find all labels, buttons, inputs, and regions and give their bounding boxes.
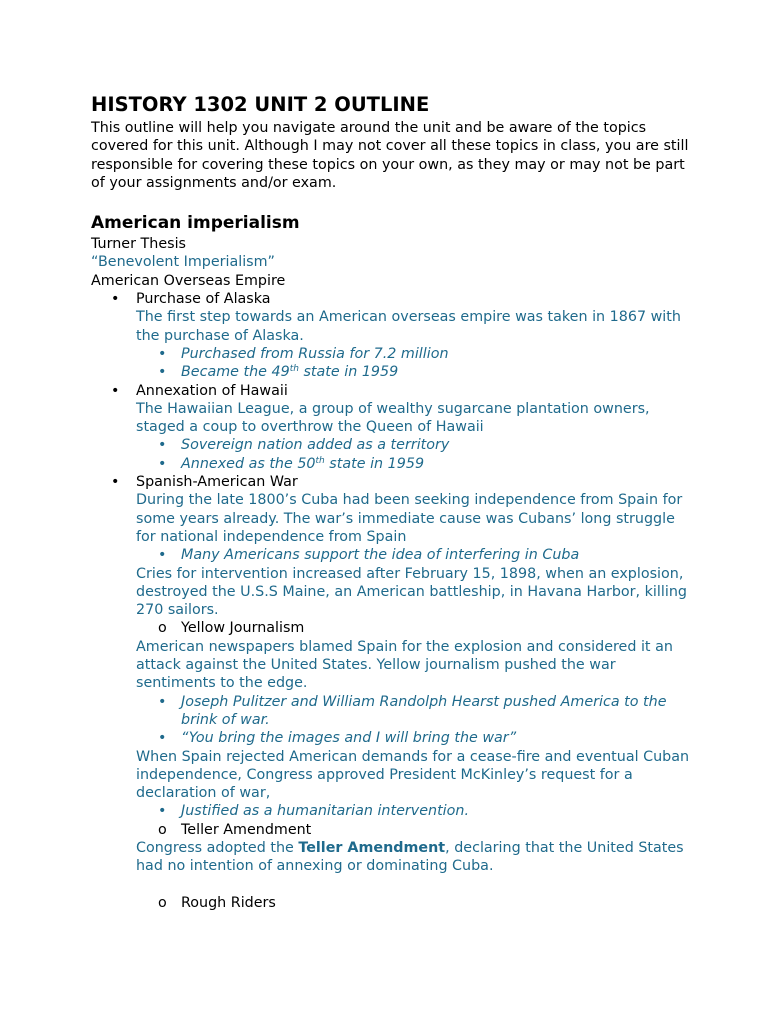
spanish-text-1: During the late 1800’s Cuba had been seeking independence from Spain for some years already. The war’s immediate cause was Cubans’ long struggle for national independence from Spain (136, 492, 683, 545)
bullet-marker: • (158, 547, 167, 564)
teller-text-bold: Teller Amendment (298, 839, 446, 856)
alaska-bullet-2-post: state in 1959 (298, 364, 399, 381)
bullet-marker: • (158, 455, 167, 472)
spanish-bullet-3 (91, 729, 691, 747)
bullet-marker: • (158, 730, 167, 747)
teller-amendment-heading: Teller Amendment (181, 821, 312, 838)
spanish-bullet-2-text: Joseph Pulitzer and William Randolph Hearst pushed America to the brink of war. (181, 693, 667, 728)
circle-marker: o (158, 821, 167, 838)
hawaii-bullet-2-post: state in 1959 (324, 455, 425, 472)
spanish-text-2: Cries for intervention increased after February 15, 1898, when an explosion, destroyed the U.S.S Maine, an American battleship, in Havana Harbor, killing 270 sailors. (136, 565, 687, 619)
bullet-marker: • (111, 474, 120, 491)
spanish-bullet-4-text: Justified as a humanitarian intervention. (181, 803, 470, 820)
hawaii-item (91, 382, 691, 400)
alaska-bullet-2 (91, 363, 691, 381)
spanish-war-item (91, 473, 691, 491)
alaska-item (91, 290, 691, 308)
spanish-bullet-3-text: “You bring the images and I will bring the war” (181, 730, 517, 747)
alaska-text: The first step towards an American overseas empire was taken in 1867 with the purchase of Alaska. (136, 309, 681, 344)
benevolent-imperialism: “Benevolent Imperialism” (91, 254, 275, 271)
circle-marker: o (158, 894, 167, 911)
rough-riders-heading: Rough Riders (181, 894, 276, 911)
section-heading: American imperialism (91, 213, 300, 234)
alaska-bullet-1 (91, 345, 691, 363)
alaska-heading: Purchase of Alaska (136, 291, 271, 308)
bullet-marker: • (111, 382, 120, 399)
hawaii-bullet-2-sup: th (315, 455, 325, 466)
alaska-bullet-1-text: Purchased from Russia for 7.2 million (181, 345, 449, 362)
teller-amendment-item (91, 821, 691, 839)
circle-marker: o (158, 620, 167, 637)
overseas-empire: American Overseas Empire (91, 272, 286, 289)
bullet-marker: • (158, 345, 167, 362)
bullet-marker: • (158, 693, 167, 710)
alaska-bullet-2-pre: Became the 49 (181, 364, 290, 381)
yellow-journalism-heading: Yellow Journalism (181, 620, 305, 637)
hawaii-heading: Annexation of Hawaii (136, 382, 288, 399)
alaska-bullet-2-sup: th (289, 364, 299, 375)
spanish-text-4: When Spain rejected American demands for a cease-fire and eventual Cuban independence, Congress approved President McKinley’s request for a declaration of war, (136, 748, 690, 802)
hawaii-bullet-2 (91, 455, 691, 473)
turner-thesis: Turner Thesis (91, 236, 186, 253)
teller-text-post: , declaring that the United States had no intention of annexing or dominating Cuba. (136, 839, 684, 875)
hawaii-bullet-2-pre: Annexed as the 50 (181, 455, 316, 472)
hawaii-bullet-1 (91, 436, 691, 454)
bullet-marker: • (158, 364, 167, 381)
spanish-bullet-1-text: Many Americans support the idea of interfering in Cuba (181, 547, 580, 564)
spanish-text-3: American newspapers blamed Spain for the explosion and considered it an attack against the United States. Yellow journalism pushed the war sentiments to the edge. (136, 638, 673, 692)
intro-paragraph: This outline will help you navigate around the unit and be aware of the topics covered for this unit. Although I may not cover all these topics in class, you are still responsible for covering these topics on your own, as they may or may not be part of your assignments and/or exam. (91, 120, 689, 191)
spanish-bullet-4 (91, 802, 691, 820)
bullet-marker: • (111, 291, 120, 308)
spanish-war-heading: Spanish-American War (136, 474, 298, 491)
hawaii-text: The Hawaiian League, a group of wealthy sugarcane plantation owners, staged a coup to overthrow the Queen of Hawaii (136, 400, 650, 436)
rough-riders-item (91, 894, 691, 912)
yellow-journalism-item (91, 619, 691, 637)
document-title: HISTORY 1302 UNIT 2 OUTLINE (91, 93, 430, 116)
document-body (91, 93, 691, 912)
bullet-marker: • (158, 437, 167, 454)
teller-text (91, 839, 691, 876)
teller-text-pre: Congress adopted the (136, 839, 299, 856)
spanish-bullet-2 (91, 693, 691, 730)
spacer (91, 876, 691, 894)
spanish-bullet-1 (91, 546, 691, 564)
bullet-marker: • (158, 803, 167, 820)
hawaii-bullet-1-text: Sovereign nation added as a territory (181, 437, 450, 454)
